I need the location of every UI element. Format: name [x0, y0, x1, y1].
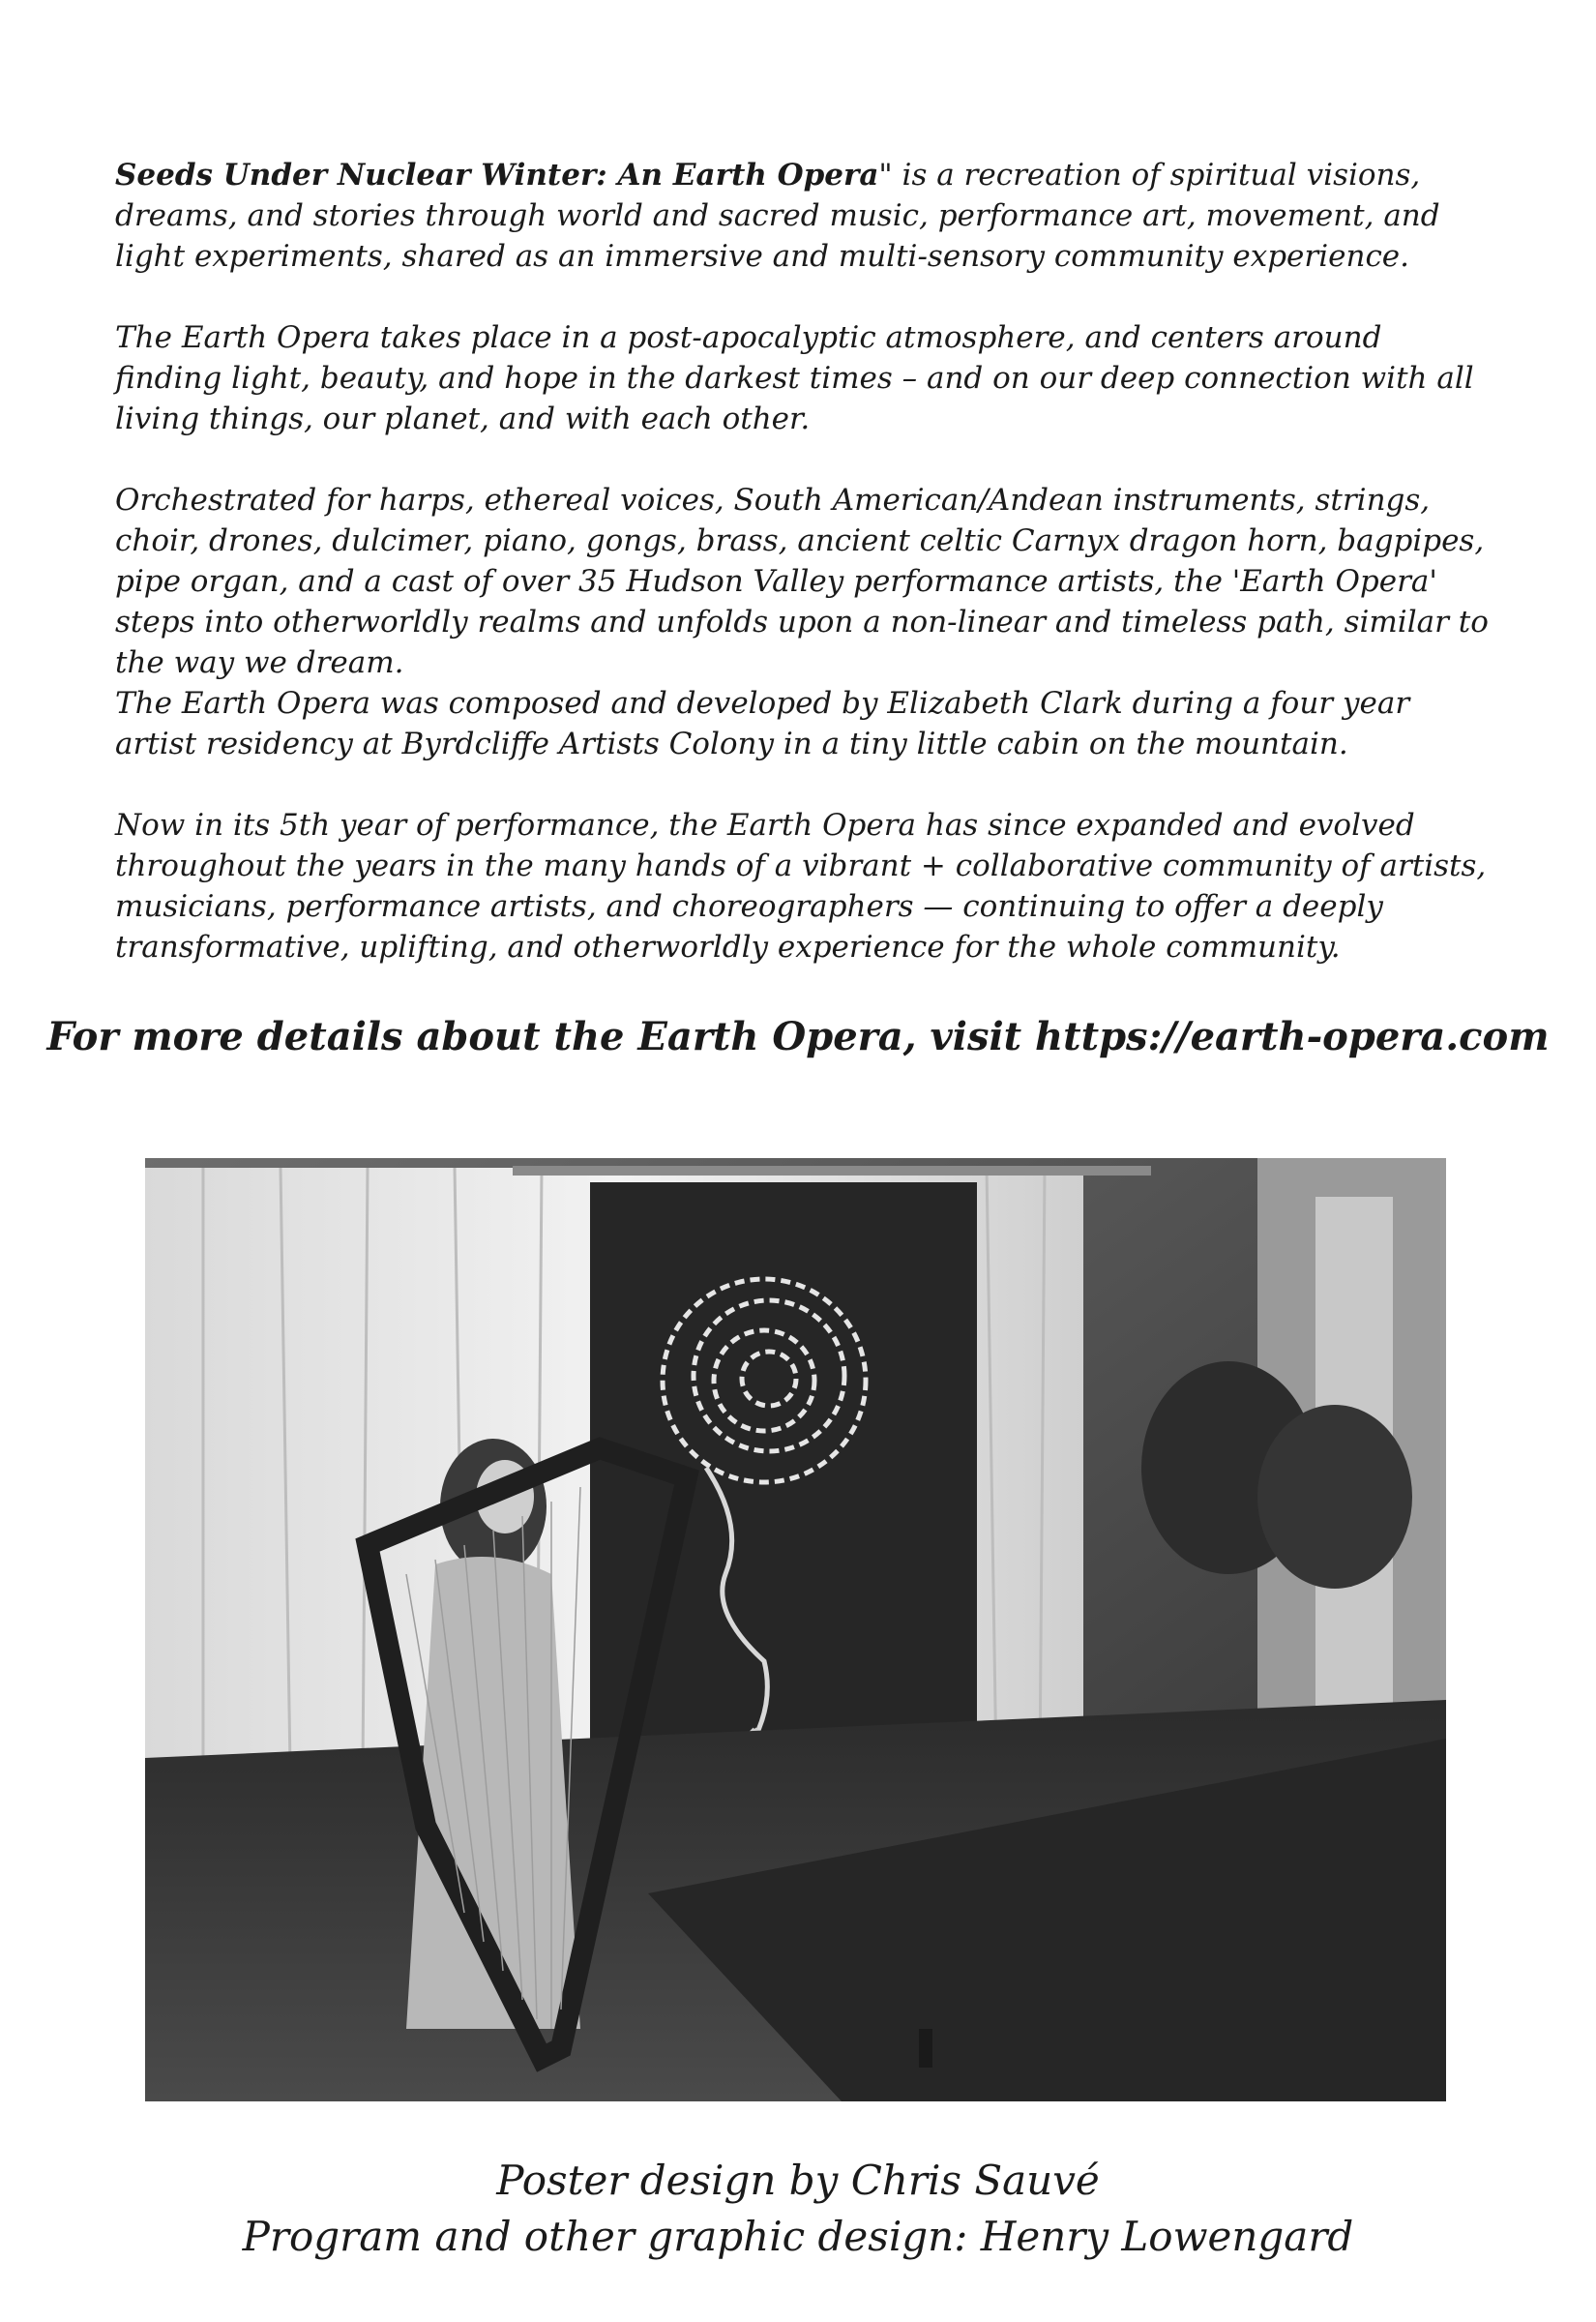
paragraph-atmosphere: The Earth Opera takes place in a post-apocalyptic atmosphere, and centers around finding light, beauty, and hope in the darkest times – and on our deep connection with all living things, our planet, and with each other. [115, 320, 1474, 436]
opera-title: Seeds Under Nuclear Winter: An Earth Opera [115, 158, 879, 193]
paragraph-evolution: Now in its 5th year of performance, the Earth Opera has since expanded and evolved throughout the years in the many hands of a vibrant + collaborative community of artists, musicians, performance artists, and choreographers — continuing to offer a deeply transformative, uplifting, and otherworldly experience for the whole community. [115, 808, 1487, 965]
harpist-performance-photo [145, 1158, 1446, 2101]
website-callout: For more details about the Earth Opera, visit https://earth-opera.com [46, 1014, 1550, 1059]
paragraph-origin: The Earth Opera was composed and developed by Elizabeth Clark during a four year artist residency at Byrdcliffe Artists Colony in a tiny little cabin on the mountain. [115, 686, 1410, 761]
intro-text: " is a recreation of spiritual visions, dreams, and stories through world and sacred music, performance art, movement, and light experiments, shared as an immersive and multi-sensory community experience. [115, 158, 1440, 274]
poster-credit: Poster design by Chris Sauvé [496, 2157, 1100, 2204]
paragraph-orchestration: Orchestrated for harps, ethereal voices, South American/Andean instruments, strings, choir, drones, dulcimer, piano, gongs, brass, ancient celtic Carnyx dragon horn, bagpipes, pipe organ, and a cast of over 35 Hudson Valley performance artists, the 'Earth Opera' steps into otherworldly realms and unfolds upon a non-linear and timeless path, similar to the way we dream. [115, 483, 1489, 680]
program-credit: Program and other graphic design: Henry Lowengard [242, 2213, 1354, 2260]
intro-paragraph [115, 155, 1489, 277]
